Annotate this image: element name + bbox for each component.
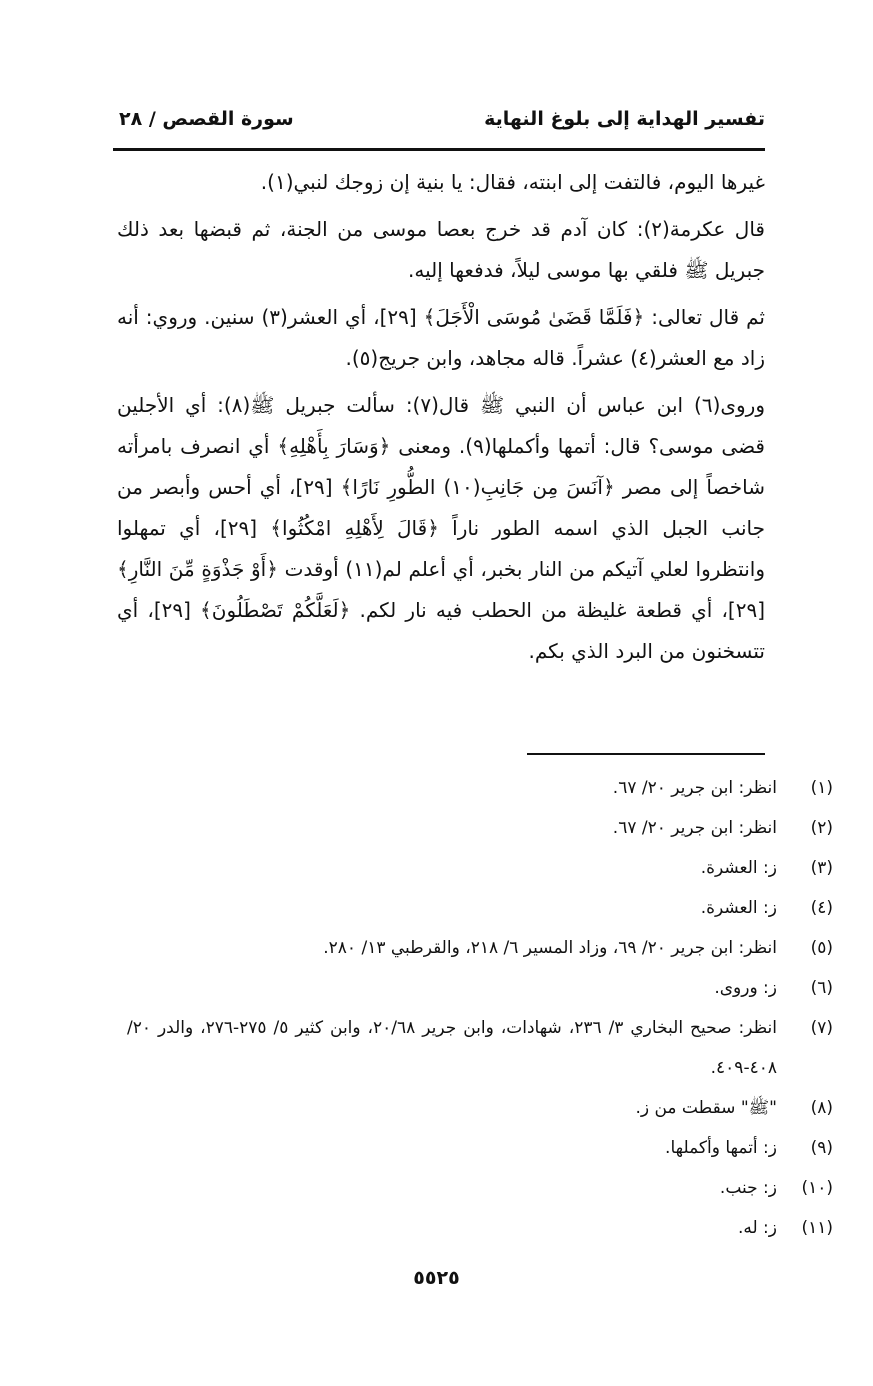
footnote: [113, 808, 833, 848]
footnote: [113, 848, 833, 888]
footnote: [113, 1128, 833, 1168]
footnote-text: ز: أتمها وأكملها.: [665, 1138, 777, 1158]
paragraph: قال عكرمة(٢): كان آدم قد خرج بعصا موسى من الجنة، ثم قبضها بعد ذلك جبريل ﷺ فلقي بها موسى ليلاً، فدفعها إليه.: [117, 217, 765, 282]
footnote-text: انظر: صحيح البخاري ٣/ ٢٣٦، شهادات، وابن جرير ٢٠/٦٨، وابن كثير ٥/ ٢٧٥-٢٧٦، والدر ٢٠/ ٤٠٨-٤٠٩.: [127, 1018, 777, 1078]
footnote-text: انظر: ابن جرير ٢٠/ ٦٧.: [612, 818, 777, 838]
footnote-text: انظر: ابن جرير ٢٠/ ٦٧.: [612, 778, 777, 798]
book-title: تفسير الهداية إلى بلوغ النهاية: [484, 108, 765, 130]
footnote: [113, 968, 833, 1008]
footnote-text: ز: العشرة.: [700, 858, 777, 878]
footnote: [113, 1208, 833, 1248]
paragraph: وروى(٦) ابن عباس أن النبي ﷺ قال(٧): سألت جبريل ﷺ(٨): أي الأجلين قضى موسى؟ قال: أتمها وأكملها(٩). ومعنى ﴿وَسَارَ بِأَهْلِهِ﴾ أي انصرف بامرأته شاخصاً إلى مصر ﴿آنَسَ مِن جَانِبِ(١٠) الطُّورِ نَارًا﴾ [٢٩]، أي أحس وأبصر من جانب الجبل الذي اسمه الطور ناراً ﴿قَالَ لِأَهْلِهِ امْكُثُوا﴾ [٢٩]، أي تمهلوا وانتظروا لعلي آتيكم من النار بخبر، أي أعلم لم(١١) أوقدت ﴿أَوْ جَذْوَةٍ مِّنَ النَّارِ﴾ [٢٩]، أي قطعة غليظة من الحطب فيه نار لكم. ﴿لَعَلَّكُمْ تَصْطَلُونَ﴾ [٢٩]، أي تتسخنون من البرد الذي بكم.: [117, 393, 765, 663]
footnote-number: (١): [810, 778, 833, 798]
page-header: [113, 108, 765, 138]
footnote-text: ز: له.: [737, 1218, 777, 1238]
footnote-number: (٨): [810, 1098, 833, 1118]
footnote-number: (٧): [810, 1018, 833, 1038]
paragraph: غيرها اليوم، فالتفت إلى ابنته، فقال: يا بنية إن زوجك لنبي(١).: [260, 170, 765, 194]
paragraph: ثم قال تعالى: ﴿فَلَمَّا قَضَىٰ مُوسَى الْأَجَلَ﴾ [٢٩]، أي العشر(٣) سنين. وروي: أنه زاد مع العشر(٤) عشراً. قاله مجاهد، وابن جريج(٥).: [117, 305, 765, 370]
footnote-text: "ﷺ" سقطت من ز.: [635, 1098, 777, 1118]
main-text: [117, 162, 765, 672]
footnotes: [113, 768, 833, 1248]
footnote: [113, 768, 833, 808]
footnote-number: (٣): [810, 858, 833, 878]
footnote: [113, 928, 833, 968]
footnote-text: انظر: ابن جرير ٢٠/ ٦٩، وزاد المسير ٦/ ٢١٨، والقرطبي ١٣/ ٢٨٠.: [323, 938, 777, 958]
footnote: [113, 1008, 833, 1088]
footnote-number: (٥): [810, 938, 833, 958]
footnote: [113, 1168, 833, 1208]
footnote-number: (٦): [810, 978, 833, 998]
footnote-text: ز: العشرة.: [700, 898, 777, 918]
surah-title: سورة القصص / ٢٨: [119, 108, 294, 130]
footnote-text: ز: وروى.: [714, 978, 777, 998]
footnote-number: (٢): [810, 818, 833, 838]
footnote-rule: [527, 753, 765, 755]
footnote-number: (١١): [801, 1218, 833, 1238]
footnote-text: ز: جنب.: [719, 1178, 777, 1198]
footnote-number: (٩): [810, 1138, 833, 1158]
footnote: [113, 1088, 833, 1128]
page-number: ٥٥٢٥: [413, 1267, 460, 1289]
footnote-number: (١٠): [801, 1178, 833, 1198]
footnote-number: (٤): [810, 898, 833, 918]
header-rule: [113, 148, 765, 151]
footnote: [113, 888, 833, 928]
